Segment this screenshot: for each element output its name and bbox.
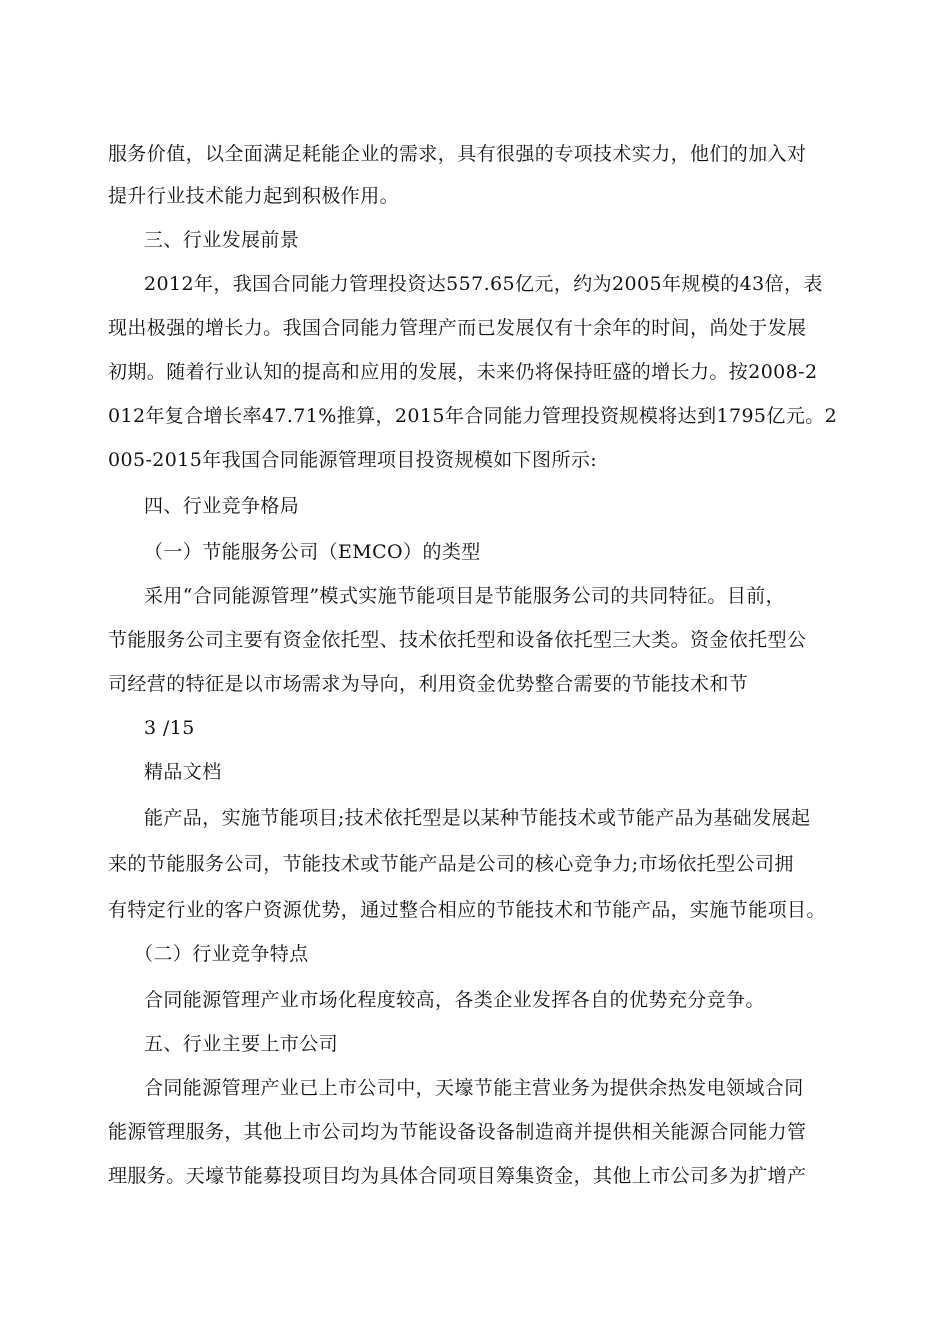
paragraph-line: 012年复合增长率47.71%推算，2015年合同能力管理投资规模将达到1795亿元。2 — [108, 405, 838, 427]
subsection-heading: （一）节能服务公司（EMCO）的类型 — [144, 541, 481, 563]
paragraph-line: 提升行业技术能力起到积极作用。 — [108, 185, 400, 207]
paragraph-line: 能源管理服务，其他上市公司均为节能设备设备制造商并提供相关能源合同能力管 — [108, 1121, 807, 1143]
document-label: 精品文档 — [144, 761, 222, 783]
paragraph-line: 005-2015年我国合同能源管理项目投资规模如下图所示: — [108, 449, 598, 471]
paragraph-line: 司经营的特征是以市场需求为导向，利用资金优势整合需要的节能技术和节 — [108, 673, 749, 695]
paragraph-line: 理服务。天壕节能募投项目均为具体合同项目筹集资金，其他上市公司多为扩增产 — [108, 1165, 807, 1187]
page-number: 3 /15 — [144, 717, 195, 739]
paragraph-line: 现出极强的增长力。我国合同能力管理产而已发展仅有十余年的时间，尚处于发展 — [108, 317, 807, 339]
paragraph-line: 合同能源管理产业市场化程度较高，各类企业发挥各自的优势充分竞争。 — [144, 989, 765, 1011]
paragraph-line: 节能服务公司主要有资金依托型、技术依托型和设备依托型三大类。资金依托型公 — [108, 629, 807, 651]
paragraph-line: 能产品，实施节能项目;技术依托型是以某种节能技术或节能产品为基础发展起 — [144, 807, 811, 829]
section-heading: 三、行业发展前景 — [144, 229, 300, 251]
paragraph-line: 服务价值，以全面满足耗能企业的需求，具有很强的专项技术实力，他们的加入对 — [108, 143, 807, 165]
paragraph-line: 合同能源管理产业已上市公司中，天壕节能主营业务为提供余热发电领域合同 — [144, 1077, 804, 1099]
subsection-heading: （二）行业竞争特点 — [134, 943, 309, 965]
paragraph-line: 2012年，我国合同能力管理投资达557.65亿元，约为2005年规模的43倍，表 — [144, 273, 823, 295]
section-heading: 五、行业主要上市公司 — [144, 1033, 339, 1055]
paragraph-line: 来的节能服务公司，节能技术或节能产品是公司的核心竞争力;市场依托型公司拥 — [108, 853, 794, 875]
paragraph-line: 初期。随着行业认知的提高和应用的发展，未来仍将保持旺盛的增长力。按2008-2 — [108, 361, 818, 383]
section-heading: 四、行业竞争格局 — [144, 495, 300, 517]
paragraph-line: 有特定行业的客户资源优势，通过整合相应的节能技术和节能产品，实施节能项目。 — [108, 899, 826, 921]
paragraph-line: 采用“合同能源管理”模式实施节能项目是节能服务公司的共同特征。目前， — [144, 585, 786, 607]
